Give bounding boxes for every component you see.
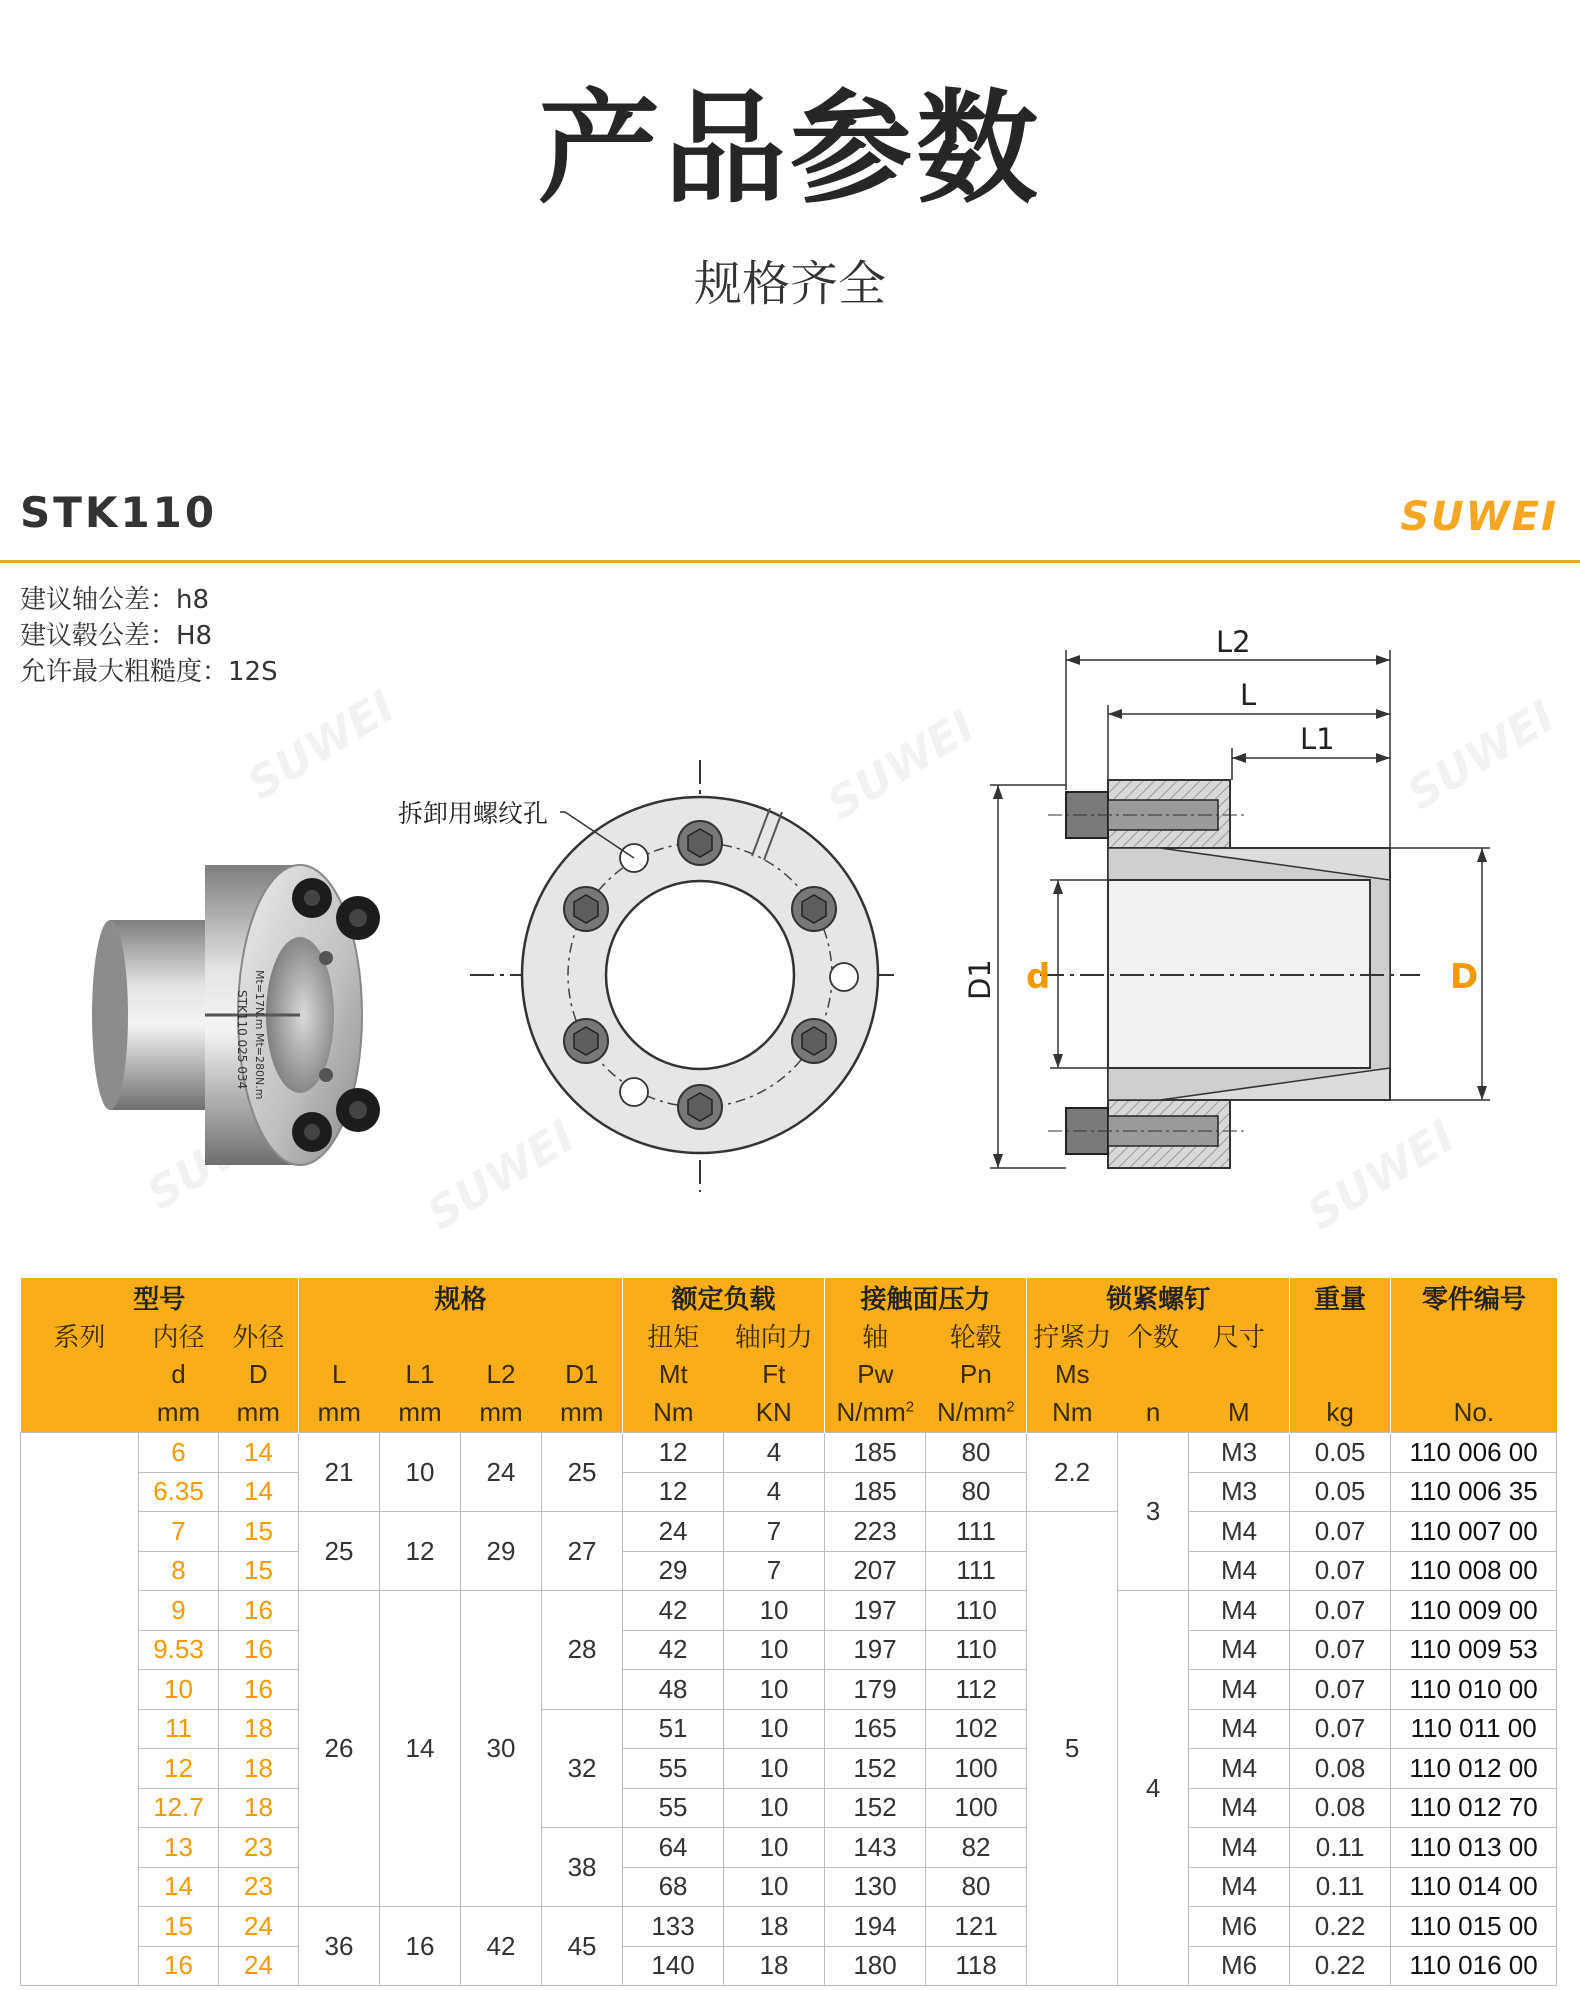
header-size: 尺寸: [1189, 1317, 1290, 1356]
callout-label: 拆卸用螺纹孔: [398, 799, 549, 828]
dim-L-label: L: [1240, 678, 1257, 712]
table-header-row: [21, 1278, 1557, 1317]
header-symbol: D: [219, 1355, 299, 1394]
dim-L2-label: L2: [1216, 625, 1251, 659]
header-unit: No.: [1391, 1394, 1557, 1433]
watermark: SUWEI: [1398, 690, 1564, 821]
header-symbol: L1: [380, 1355, 461, 1394]
header-symbol: Mt: [623, 1355, 724, 1394]
header-hub: 轮毂: [926, 1317, 1027, 1356]
table-row: 13 23 38 64 10 143 82 M4 0.11 110 013 00: [21, 1828, 1557, 1868]
header-outer: 外径: [219, 1317, 299, 1356]
table-row: 6.35 14 12 4 185 80 M3 0.05 110 006 35: [21, 1472, 1557, 1512]
header-symbol: Pw: [825, 1355, 926, 1394]
parameter-table: [20, 1278, 1557, 1986]
watermark: SUWEI: [418, 1110, 584, 1241]
header-unit: mm: [380, 1394, 461, 1433]
watermark: SUWEI: [1298, 1110, 1464, 1241]
header-model: 型号: [21, 1278, 299, 1317]
photo-marking: STK110 025 034: [235, 990, 249, 1090]
header-spec: 规格: [299, 1278, 623, 1317]
header-pressure: 接触面压力: [825, 1278, 1027, 1317]
header-symbol: L: [299, 1355, 380, 1394]
table-row: 9 16 26 14 30 28 42 10 197 110 4 M4 0.07 110 009 00: [21, 1591, 1557, 1631]
table-row: 15 24 36 16 42 45 133 18 194 121 M6 0.22 110 015 00: [21, 1907, 1557, 1947]
header-torque: 扭矩: [623, 1317, 724, 1356]
header-inner: 内径: [139, 1317, 219, 1356]
header-screw: 锁紧螺钉: [1027, 1278, 1290, 1317]
table-header-row: [21, 1317, 1557, 1356]
front-view-drawing: [398, 760, 900, 1192]
dim-d-label: d: [1026, 957, 1051, 997]
spec-hub-tolerance: 建议毂公差：H8: [20, 621, 213, 651]
table-row: 10 16 48 10 179 112 M4 0.07 110 010 00: [21, 1670, 1557, 1710]
header-symbol: L2: [461, 1355, 542, 1394]
header-unit: M: [1189, 1394, 1290, 1433]
product-photo: [92, 865, 380, 1165]
header-series: 系列: [21, 1317, 139, 1356]
header-unit: Nm: [623, 1394, 724, 1433]
header-symbol: d: [139, 1355, 219, 1394]
watermark: SUWEI: [818, 700, 984, 831]
dim-D-label: D: [1450, 957, 1479, 997]
photo-marking: Mt=17N.m Mt=280N.m: [253, 970, 266, 1100]
header-unit: KN: [724, 1394, 825, 1433]
table-header-row: [21, 1355, 1557, 1394]
table-row: 7 15 25 12 29 27 24 7 223 111 5 M4 0.07 110 007 00: [21, 1512, 1557, 1552]
dim-L1-label: L1: [1300, 722, 1335, 756]
spec-shaft-tolerance: 建议轴公差：h8: [20, 585, 210, 615]
header-symbol: Pn: [926, 1355, 1027, 1394]
header-unit: mm: [299, 1394, 380, 1433]
header-unit: $N/mm^2$: [825, 1394, 926, 1433]
page-title: 产品参数: [538, 78, 1042, 220]
table-header-row: [21, 1394, 1557, 1433]
table-row: 11 18 32 51 10 165 102 M4 0.07 110 011 00: [21, 1709, 1557, 1749]
product-figure: [0, 560, 1580, 1200]
header-unit: mm: [219, 1394, 299, 1433]
product-model: STK110: [20, 488, 218, 537]
watermark: SUWEI: [238, 680, 404, 811]
page-subtitle: 规格齐全: [693, 256, 886, 312]
header-shaft: 轴: [825, 1317, 926, 1356]
table-row: 14 23 68 10 130 80 M4 0.11 110 014 00: [21, 1867, 1557, 1907]
brand-logo: SUWEI: [1400, 494, 1558, 540]
header-unit: mm: [139, 1394, 219, 1433]
table-row: 12.7 18 55 10 152 100 M4 0.08 110 012 70: [21, 1788, 1557, 1828]
header-unit: n: [1118, 1394, 1189, 1433]
header-part: 零件编号: [1391, 1278, 1557, 1317]
table-row: 12 18 55 10 152 100 M4 0.08 110 012 00: [21, 1749, 1557, 1789]
header-unit: kg: [1290, 1394, 1391, 1433]
dim-D1-label: D1: [963, 959, 997, 1000]
header-symbol: Ms: [1027, 1355, 1118, 1394]
table-row: 16 24 140 18 180 118 M6 0.22 110 016 00: [21, 1946, 1557, 1986]
header-unit: Nm: [1027, 1394, 1118, 1433]
table-row: 8 15 29 7 207 111 M4 0.07 110 008 00: [21, 1551, 1557, 1591]
header-count: 个数: [1118, 1317, 1189, 1356]
table-row: 9.53 16 42 10 197 110 M4 0.07 110 009 53: [21, 1630, 1557, 1670]
header-unit: mm: [461, 1394, 542, 1433]
header-symbol: Ft: [724, 1355, 825, 1394]
header-symbol: D1: [542, 1355, 623, 1394]
spec-roughness: 允许最大粗糙度：12S: [20, 657, 278, 687]
header-unit: $N/mm^2$: [926, 1394, 1027, 1433]
section-view-drawing: [963, 625, 1490, 1168]
header-unit: mm: [542, 1394, 623, 1433]
header-weight: 重量: [1290, 1278, 1391, 1317]
table-row: 6 14 21 10 24 25 12 4 185 80 2.2 3 M3 0.05 110 006 00: [21, 1433, 1557, 1473]
header-axial: 轴向力: [724, 1317, 825, 1356]
header-load: 额定负载: [623, 1278, 825, 1317]
header-tight: 拧紧力: [1027, 1317, 1118, 1356]
